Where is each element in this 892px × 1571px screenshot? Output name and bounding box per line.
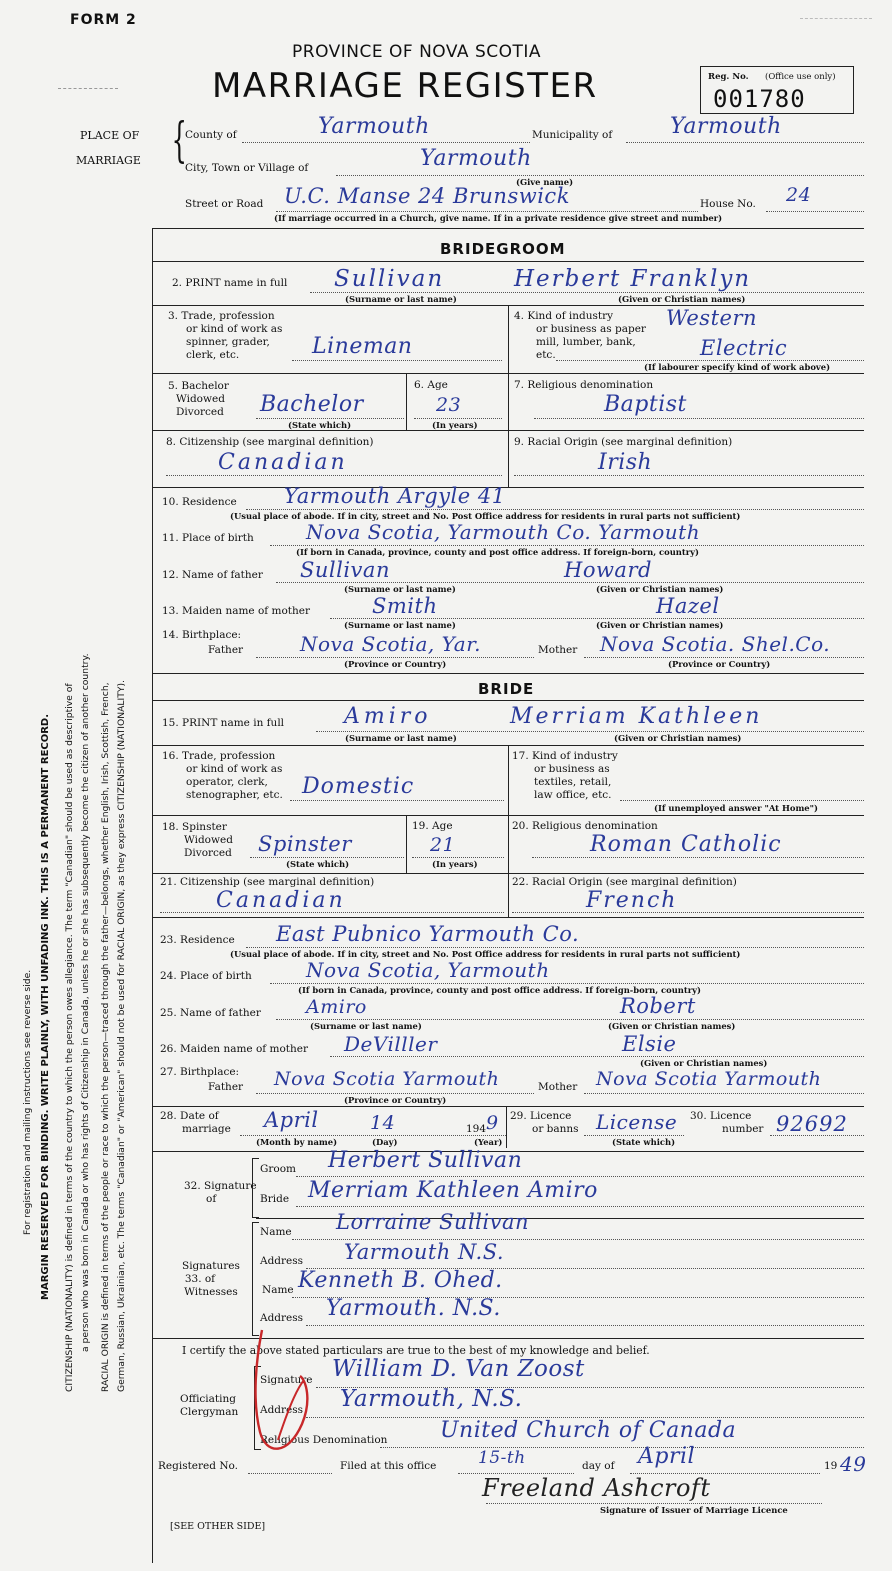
- w1-name-label: Name: [260, 1226, 292, 1238]
- f8-label: 8. Citizenship (see marginal definition): [166, 436, 374, 448]
- registered-label: Registered No.: [158, 1460, 238, 1472]
- f23-label: 23. Residence: [160, 934, 235, 946]
- f2-line: [310, 292, 864, 293]
- f33-label: Signatures 33. of Witnesses: [182, 1260, 240, 1298]
- frame-left: [152, 228, 153, 1563]
- f7-label: 7. Religious denomination: [514, 379, 654, 391]
- f11-label: 11. Place of birth: [162, 532, 254, 544]
- f26-given-cap: (Given or Christian names): [640, 1058, 768, 1068]
- groom-age-cap: (In years): [432, 420, 478, 430]
- marriage-year-hw: 9: [486, 1112, 499, 1134]
- col-divider-6-7: [508, 373, 509, 430]
- f28-line: [240, 1135, 506, 1136]
- f15-surname-cap: (Surname or last name): [345, 733, 457, 743]
- groom-father-bp: Nova Scotia, Yar.: [300, 632, 481, 656]
- marriage-day: 14: [370, 1112, 396, 1134]
- f14-mother-line: [584, 657, 864, 658]
- margin-line-6: German, Russian, Ukrainian, etc. The terms "Canadian" or "American" should not be used for RACIAL ORIGIN, as they express CITIZENSHIP (NATIONALITY).: [116, 680, 127, 1392]
- year-cap: (Year): [474, 1137, 503, 1147]
- municipality-line: [626, 142, 864, 143]
- f15-label: 15. PRINT name in full: [162, 717, 285, 729]
- place-label-2: MARRIAGE: [76, 154, 141, 167]
- f14-label: 14. Birthplace:: [162, 629, 242, 641]
- bride-given: Merriam Kathleen: [510, 704, 763, 729]
- margin-line-1: For registration and mailing instructions see reverse side.: [22, 969, 33, 1235]
- marriage-month: April: [264, 1108, 319, 1132]
- city-label: City, Town or Village of: [185, 162, 309, 174]
- f4-label: 4. Kind of industry or business as paper mill, lumber, bank, etc.: [514, 310, 646, 361]
- margin-line-3: CITIZENSHIP (NATIONALITY) is defined in terms of the country to which the person owes allegiance. The term "Canadian" should be used as descriptive of: [64, 683, 75, 1392]
- reg-note: (Office use only): [765, 72, 836, 82]
- f27-prov-cap: (Province or Country): [344, 1095, 447, 1105]
- f8-line: [166, 475, 502, 476]
- place-label-1: PLACE OF: [80, 129, 140, 142]
- groom-mother-bp: Nova Scotia. Shel.Co.: [600, 632, 831, 656]
- f16-label: 16. Trade, profession or kind of work as operator, clerk, stenographer, etc.: [162, 750, 283, 801]
- bride-mother-bp: Nova Scotia Yarmouth: [596, 1068, 822, 1090]
- street-line: [276, 211, 698, 212]
- groom-religion: Baptist: [604, 392, 687, 417]
- f15-line: [316, 731, 864, 732]
- f12-label: 12. Name of father: [162, 569, 263, 581]
- f30-label: 30. Licence number: [690, 1110, 764, 1135]
- f14-father-label: Father: [208, 644, 244, 656]
- f29-line: [584, 1135, 684, 1136]
- w2-address-label: Address: [260, 1312, 304, 1324]
- bride-citizenship: Canadian: [216, 888, 346, 913]
- f28-label: 28. Date of marriage: [160, 1110, 231, 1135]
- issuer-line: [486, 1503, 822, 1504]
- day-cap: (Day): [372, 1137, 398, 1147]
- f6-line: [414, 418, 502, 419]
- give-name-caption: (Give name): [516, 177, 574, 187]
- f15-given-cap: (Given or Christian names): [614, 733, 742, 743]
- col-divider-16-17: [508, 745, 509, 815]
- street-value: U.C. Manse 24 Brunswick: [284, 184, 570, 208]
- f6-label: 6. Age: [414, 379, 448, 391]
- licence-cap: (State which): [612, 1137, 676, 1147]
- frame-top: [152, 228, 864, 229]
- f18-label: 18. Spinster Widowed Divorced: [162, 821, 233, 859]
- col-divider-21-22: [508, 873, 509, 917]
- groom-mother-given: Hazel: [656, 594, 720, 618]
- county-value: Yarmouth: [318, 114, 430, 139]
- bride-trade: Domestic: [302, 774, 415, 799]
- bride-mother-surname: DeVilller: [344, 1032, 438, 1056]
- groom-industry-1: Western: [666, 306, 758, 330]
- f12-surname-cap: (Surname or last name): [344, 584, 456, 594]
- f9-label: 9. Racial Origin (see marginal definition): [514, 436, 733, 448]
- bride-sig-line: [296, 1206, 864, 1207]
- filed-label: Filed at this office: [340, 1460, 437, 1472]
- reg-number: 001780: [713, 85, 806, 113]
- f4-caption: (If labourer specify kind of work above): [644, 362, 831, 372]
- col-divider-18-19: [406, 815, 407, 873]
- bride-mother-given: Elsie: [622, 1032, 677, 1056]
- f23-line: [246, 947, 864, 948]
- f19-line: [412, 857, 504, 858]
- groom-residence: Yarmouth Argyle 41: [284, 484, 506, 508]
- house-label: House No.: [700, 198, 756, 210]
- bride-heading: BRIDE: [478, 680, 535, 698]
- residence-cap: (Usual place of abode. If in city, street and No. Post Office address for residents in rural parts not sufficient): [230, 511, 741, 521]
- street-label: Street or Road: [185, 198, 264, 210]
- groom-mother-surname: Smith: [372, 594, 438, 618]
- f3-line: [292, 360, 502, 361]
- city-value: Yarmouth: [420, 146, 532, 171]
- f17-label: 17. Kind of industry or business as textiles, retail, law office, etc.: [512, 750, 618, 801]
- col-divider-3-4: [508, 305, 509, 373]
- f27-father-label: Father: [208, 1081, 244, 1093]
- f20-label: 20. Religious denomination: [512, 820, 658, 832]
- rule-487: [152, 487, 864, 488]
- certify-statement: I certify the above stated particulars are true to the best of my knowledge and belief.: [182, 1344, 650, 1357]
- f25-line: [276, 1019, 864, 1020]
- f17-caption: (If unemployed answer "At Home"): [654, 803, 818, 813]
- f22-label: 22. Racial Origin (see marginal definition): [512, 876, 737, 888]
- groom-industry-2: Electric: [700, 336, 788, 360]
- page-title: MARRIAGE REGISTER: [212, 66, 598, 106]
- f25-given-cap: (Given or Christian names): [608, 1021, 736, 1031]
- street-note: (If marriage occurred in a Church, give name. If in a private residence give street and number): [274, 213, 723, 223]
- clergy-denomination: United Church of Canada: [440, 1418, 737, 1443]
- f32-bracket: [252, 1158, 259, 1218]
- house-line: [766, 211, 864, 212]
- f22-line: [512, 912, 864, 913]
- groom-father-given: Howard: [564, 558, 652, 582]
- w1-address-label: Address: [260, 1255, 304, 1267]
- filed-year-print: 19: [824, 1460, 838, 1472]
- county-line: [242, 142, 530, 143]
- bride-birthplace: Nova Scotia, Yarmouth: [306, 958, 550, 982]
- clergy-address: Yarmouth, N.S.: [340, 1386, 523, 1412]
- f17-line: [620, 800, 864, 801]
- groom-heading-rule: [152, 261, 864, 262]
- f33-bracket: [252, 1222, 259, 1336]
- f23-cap: (Usual place of abode. If in city, street and No. Post Office address for residents in rural parts not sufficient): [230, 949, 741, 959]
- f26-line: [330, 1056, 864, 1057]
- f24-label: 24. Place of birth: [160, 970, 252, 982]
- f29-label: 29. Licence or banns: [510, 1110, 579, 1135]
- margin-line-4: a person who was born in Canada or who has rights of Citizenship in Canada, unless he or she has subsequently become the citizen of another country.: [80, 653, 91, 1352]
- house-value: 24: [786, 184, 812, 206]
- municipality-label: Municipality of: [532, 129, 613, 141]
- f19-label: 19. Age: [412, 820, 453, 832]
- margin-line-2: MARGIN RESERVED FOR BINDING. WRITE PLAINLY, WITH UNFADING INK. THIS IS A PERMANENT RECORD.: [40, 713, 51, 1300]
- groom-status: Bachelor: [260, 392, 364, 417]
- filed-year-hw: 49: [840, 1452, 867, 1476]
- groom-sig-line: [296, 1176, 864, 1177]
- f16-line: [290, 800, 504, 801]
- see-other-side: [SEE OTHER SIDE]: [170, 1521, 266, 1532]
- witness1-address: Yarmouth N.S.: [344, 1240, 505, 1264]
- province-heading: PROVINCE OF NOVA SCOTIA: [292, 42, 542, 62]
- stray-mark: [58, 88, 118, 89]
- f11-line: [270, 545, 864, 546]
- groom-origin: Irish: [598, 450, 653, 475]
- groom-given-cap: (Given or Christian names): [618, 294, 746, 304]
- f5-label: 5. Bachelor Widowed Divorced: [168, 380, 229, 418]
- w2-name-label: Name: [262, 1284, 294, 1296]
- marriage-year-print: 194: [466, 1123, 487, 1135]
- f2-label: 2. PRINT name in full: [172, 277, 288, 289]
- bride-sig-label: Bride: [260, 1193, 290, 1205]
- form-id: FORM 2: [70, 12, 137, 28]
- bride-father-surname: Amiro: [306, 996, 367, 1018]
- bride-religion: Roman Catholic: [590, 832, 782, 857]
- bride-age-cap: (In years): [432, 859, 478, 869]
- f21-label: 21. Citizenship (see marginal definition): [160, 876, 375, 888]
- day-of-label: day of: [582, 1460, 615, 1472]
- groom-trade: Lineman: [312, 334, 413, 359]
- f25-surname-cap: (Surname or last name): [310, 1021, 422, 1031]
- issuer-signature: Freeland Ashcroft: [482, 1474, 711, 1502]
- groom-surname-cap: (Surname or last name): [345, 294, 457, 304]
- bride-signature: Merriam Kathleen Amiro: [308, 1178, 598, 1203]
- filed-day: 15-th: [478, 1448, 526, 1468]
- licence-type: License: [596, 1110, 678, 1134]
- f13-given-cap: (Given or Christian names): [596, 620, 724, 630]
- rule-1106: [152, 1106, 864, 1107]
- f18-line: [250, 857, 404, 858]
- f10-line: [246, 509, 864, 510]
- f24-cap: (If born in Canada, province, county and post office address. If foreign-born, country): [298, 985, 702, 995]
- f27-label: 27. Birthplace:: [160, 1066, 240, 1078]
- groom-sig-label: Groom: [260, 1163, 297, 1175]
- groom-birthplace: Nova Scotia, Yarmouth Co. Yarmouth: [306, 520, 701, 544]
- f13-line: [330, 618, 864, 619]
- place-brace: {: [171, 112, 187, 168]
- col-divider-5-6: [406, 373, 407, 430]
- bride-father-given: Robert: [620, 994, 696, 1018]
- f12-given-cap: (Given or Christian names): [596, 584, 724, 594]
- col-divider-8-9: [508, 430, 509, 487]
- f13-surname-cap: (Surname or last name): [344, 620, 456, 630]
- registered-line: [248, 1473, 332, 1474]
- clergy-denom-label: Religious Denomination: [260, 1434, 388, 1446]
- w2-address-line: [306, 1325, 864, 1326]
- witness1-name: Lorraine Sullivan: [336, 1210, 529, 1234]
- f14-prov-cap-2: (Province or Country): [668, 659, 771, 669]
- bride-status: Spinster: [258, 832, 352, 856]
- groom-father-surname: Sullivan: [300, 558, 390, 582]
- groom-heading: BRIDEGROOM: [440, 240, 566, 258]
- f7-line: [534, 418, 864, 419]
- bride-surname: Amiro: [344, 704, 432, 729]
- bride-status-cap: (State which): [286, 859, 350, 869]
- f9-line: [514, 475, 864, 476]
- f3-label: 3. Trade, profession or kind of work as spinner, grader, clerk, etc.: [168, 310, 283, 361]
- bride-residence: East Pubnico Yarmouth Co.: [276, 922, 580, 946]
- clergy-address-label: Address: [260, 1404, 304, 1416]
- f12-line: [276, 582, 864, 583]
- officiating-label: Officiating Clergyman: [180, 1393, 239, 1418]
- municipality-value: Yarmouth: [670, 114, 782, 139]
- county-label: County of: [185, 129, 237, 141]
- clergy-denom-line: [380, 1447, 864, 1448]
- issuer-caption: Signature of Issuer of Marriage Licence: [600, 1505, 788, 1515]
- red-check-mark: [248, 1320, 328, 1470]
- f25-label: 25. Name of father: [160, 1007, 261, 1019]
- f27-father-line: [256, 1093, 534, 1094]
- groom-surname: Sullivan: [334, 266, 445, 292]
- f27-mother-line: [584, 1093, 864, 1094]
- clergy-signature: William D. Van Zoost: [332, 1356, 585, 1382]
- reg-label: Reg. No.: [708, 72, 749, 82]
- birth-cap: (If born in Canada, province, county and post office address. If foreign-born, country): [296, 547, 700, 557]
- groom-given: Herbert Franklyn: [514, 266, 752, 292]
- month-cap: (Month by name): [256, 1137, 338, 1147]
- f26-label: 26. Maiden name of mother: [160, 1043, 309, 1055]
- margin-line-5: RACIAL ORIGIN is defined in terms of the people or race to which the person—traced through the father—belongs, whether English, Irish, Scottish, French,: [100, 682, 111, 1392]
- f20-line: [532, 857, 864, 858]
- groom-status-cap: (State which): [288, 420, 352, 430]
- bride-father-bp: Nova Scotia Yarmouth: [274, 1068, 500, 1090]
- bride-age: 21: [430, 834, 456, 856]
- f32-label: 32. Signature of: [184, 1180, 257, 1205]
- witness2-address: Yarmouth. N.S.: [326, 1296, 501, 1321]
- rule-917: [152, 917, 864, 918]
- f13-label: 13. Maiden name of mother: [162, 605, 311, 617]
- clergy-sig-label: Signature: [260, 1374, 313, 1386]
- rule-673: [152, 673, 864, 674]
- f27-mother-label: Mother: [538, 1081, 578, 1093]
- reg-number-box: [700, 66, 854, 114]
- groom-age: 23: [436, 394, 462, 416]
- col-divider-28-29: [506, 1106, 507, 1148]
- col-divider-19-20: [508, 815, 509, 873]
- bride-origin: French: [586, 888, 678, 913]
- licence-number: 92692: [776, 1112, 848, 1136]
- f24-line: [270, 983, 864, 984]
- f4-line: [556, 360, 864, 361]
- f5-line: [256, 418, 404, 419]
- bride-heading-rule: [152, 700, 864, 701]
- f14-mother-label: Mother: [538, 644, 578, 656]
- f10-label: 10. Residence: [162, 496, 237, 508]
- filed-month: April: [638, 1444, 696, 1469]
- f14-prov-cap-1: (Province or Country): [344, 659, 447, 669]
- groom-signature: Herbert Sullivan: [328, 1148, 523, 1173]
- groom-citizenship: Canadian: [218, 450, 348, 475]
- witness2-name: Kenneth B. Ohed.: [298, 1268, 503, 1293]
- f14-father-line: [256, 657, 534, 658]
- corner-mark: [800, 8, 872, 19]
- city-line: [336, 175, 864, 176]
